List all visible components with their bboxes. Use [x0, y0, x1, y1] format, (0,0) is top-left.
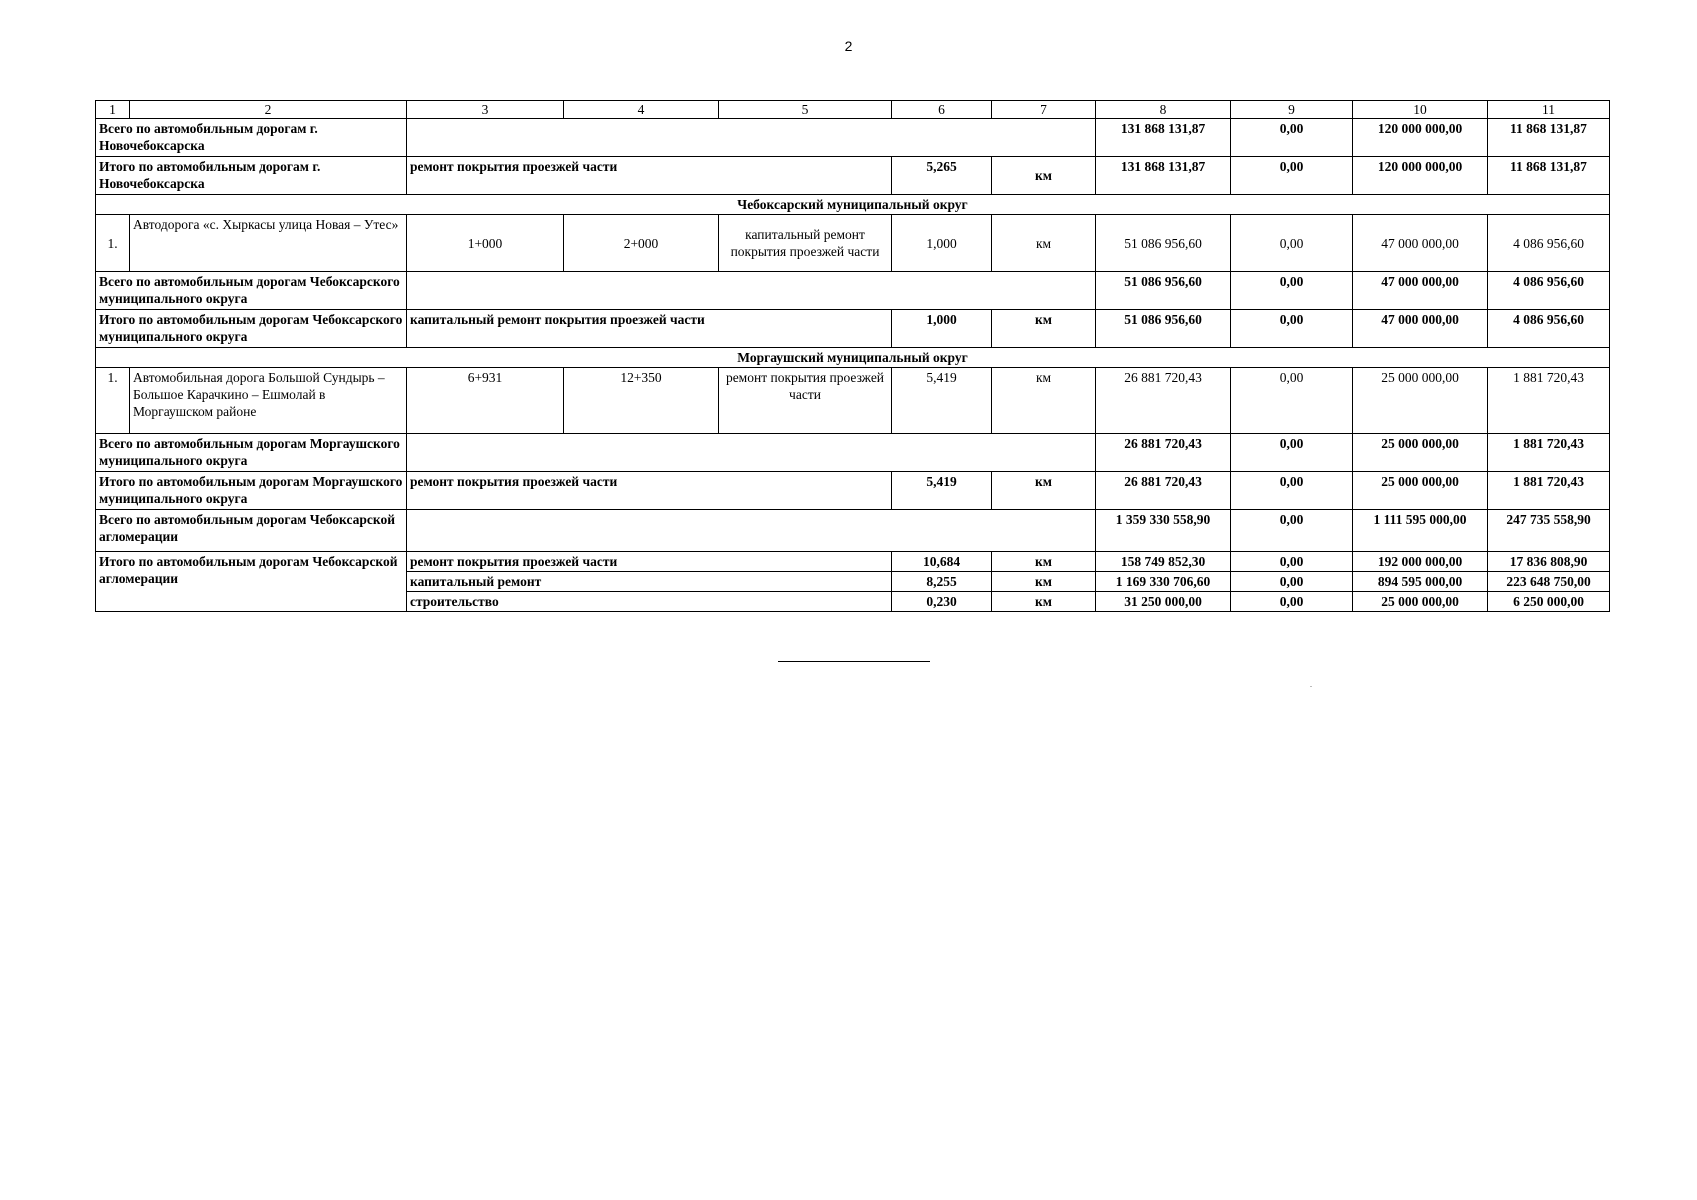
unit-cell: км [992, 215, 1096, 272]
road-name: Автодорога «с. Хыркасы улица Новая – Утес» [130, 215, 407, 272]
work-type: ремонт покрытия проезжей части [407, 472, 892, 510]
header-row [96, 101, 1610, 119]
value-cell: 47 000 000,00 [1353, 272, 1488, 310]
start-km: 6+931 [407, 368, 564, 434]
empty-cell [407, 434, 1096, 472]
row-label: Всего по автомобильным дорогам Чебоксарской агломерации [96, 510, 407, 552]
header-cell: 5 [719, 101, 892, 119]
section-title: Моргаушский муниципальный округ [96, 348, 1610, 368]
morg-total-row [96, 434, 1610, 472]
row-label: Итого по автомобильным дорогам Чебоксарского муниципального округа [96, 310, 407, 348]
length-cell: 8,255 [892, 572, 992, 592]
work-type: строительство [407, 592, 892, 612]
value-cell: 1 881 720,43 [1488, 434, 1610, 472]
header-cell: 1 [96, 101, 130, 119]
value-cell: 120 000 000,00 [1353, 157, 1488, 195]
value-cell: 0,00 [1231, 368, 1353, 434]
page-number: 2 [844, 38, 853, 54]
value-cell: 17 836 808,90 [1488, 552, 1610, 572]
value-cell: 247 735 558,90 [1488, 510, 1610, 552]
end-separator-line [778, 661, 930, 662]
value-cell: 1 881 720,43 [1488, 368, 1610, 434]
row-number: 1. [96, 215, 130, 272]
value-cell: 25 000 000,00 [1353, 592, 1488, 612]
novocheb-total-row [96, 119, 1610, 157]
section-title: Чебоксарский муниципальный округ [96, 195, 1610, 215]
length-cell: 10,684 [892, 552, 992, 572]
value-cell: 0,00 [1231, 157, 1353, 195]
value-cell: 0,00 [1231, 119, 1353, 157]
length-cell: 5,419 [892, 368, 992, 434]
value-cell: 47 000 000,00 [1353, 215, 1488, 272]
value-cell: 0,00 [1231, 434, 1353, 472]
value-cell: 26 881 720,43 [1096, 434, 1231, 472]
empty-cell [407, 119, 1096, 157]
road-row [96, 215, 1610, 272]
row-label: Итого по автомобильным дорогам Чебоксарской агломерации [96, 552, 407, 612]
unit-cell: км [992, 368, 1096, 434]
length-cell: 0,230 [892, 592, 992, 612]
end-km: 2+000 [564, 215, 719, 272]
value-cell: 51 086 956,60 [1096, 272, 1231, 310]
header-cell: 6 [892, 101, 992, 119]
unit-cell: км [992, 552, 1096, 572]
value-cell: 6 250 000,00 [1488, 592, 1610, 612]
value-cell: 192 000 000,00 [1353, 552, 1488, 572]
value-cell: 0,00 [1231, 310, 1353, 348]
header-cell: 10 [1353, 101, 1488, 119]
section-title-row [96, 348, 1610, 368]
header-cell: 4 [564, 101, 719, 119]
start-km: 1+000 [407, 215, 564, 272]
value-cell: 0,00 [1231, 472, 1353, 510]
length-cell: 5,265 [892, 157, 992, 195]
novocheb-itogo-row [96, 157, 1610, 195]
header-cell: 3 [407, 101, 564, 119]
value-cell: 11 868 131,87 [1488, 157, 1610, 195]
row-label: Итого по автомобильным дорогам Моргаушского муниципального округа [96, 472, 407, 510]
unit-cell: км [992, 592, 1096, 612]
empty-cell [407, 510, 1096, 552]
header-cell: 9 [1231, 101, 1353, 119]
roads-table [95, 100, 1610, 612]
row-label: Всего по автомобильным дорогам Чебоксарского муниципального округа [96, 272, 407, 310]
header-cell: 8 [1096, 101, 1231, 119]
value-cell: 4 086 956,60 [1488, 310, 1610, 348]
value-cell: 894 595 000,00 [1353, 572, 1488, 592]
empty-cell [407, 272, 1096, 310]
value-cell: 0,00 [1231, 510, 1353, 552]
unit-cell: км [992, 472, 1096, 510]
work-type: капитальный ремонт [407, 572, 892, 592]
work-type: ремонт покрытия проезжей части [407, 552, 892, 572]
value-cell: 120 000 000,00 [1353, 119, 1488, 157]
morg-itogo-row [96, 472, 1610, 510]
value-cell: 51 086 956,60 [1096, 215, 1231, 272]
value-cell: 0,00 [1231, 552, 1353, 572]
value-cell: 4 086 956,60 [1488, 215, 1610, 272]
value-cell: 0,00 [1231, 592, 1353, 612]
value-cell: 25 000 000,00 [1353, 434, 1488, 472]
agglo-itogo-row [96, 552, 1610, 572]
length-cell: 1,000 [892, 310, 992, 348]
value-cell: 1 881 720,43 [1488, 472, 1610, 510]
work-type: капитальный ремонт покрытия проезжей части [407, 310, 892, 348]
road-name: Автомобильная дорога Большой Сундырь – Большое Карачкино – Ешмолай в Моргаушском районе [130, 368, 407, 434]
cheb-itogo-row [96, 310, 1610, 348]
row-label: Всего по автомобильным дорогам г. Новочебоксарска [96, 119, 407, 157]
road-row [96, 368, 1610, 434]
unit-cell: км [992, 310, 1096, 348]
value-cell: 26 881 720,43 [1096, 368, 1231, 434]
header-cell: 7 [992, 101, 1096, 119]
value-cell: 158 749 852,30 [1096, 552, 1231, 572]
value-cell: 131 868 131,87 [1096, 119, 1231, 157]
row-number: 1. [96, 368, 130, 434]
end-km: 12+350 [564, 368, 719, 434]
value-cell: 131 868 131,87 [1096, 157, 1231, 195]
value-cell: 31 250 000,00 [1096, 592, 1231, 612]
unit-cell: км [992, 157, 1096, 195]
value-cell: 25 000 000,00 [1353, 368, 1488, 434]
value-cell: 0,00 [1231, 572, 1353, 592]
value-cell: 25 000 000,00 [1353, 472, 1488, 510]
value-cell: 11 868 131,87 [1488, 119, 1610, 157]
work-type: ремонт покрытия проезжей части [719, 368, 892, 434]
scan-speck [1310, 686, 1312, 687]
length-cell: 5,419 [892, 472, 992, 510]
value-cell: 0,00 [1231, 272, 1353, 310]
value-cell: 47 000 000,00 [1353, 310, 1488, 348]
value-cell: 0,00 [1231, 215, 1353, 272]
header-cell: 11 [1488, 101, 1610, 119]
value-cell: 1 111 595 000,00 [1353, 510, 1488, 552]
value-cell: 4 086 956,60 [1488, 272, 1610, 310]
work-type: ремонт покрытия проезжей части [407, 157, 892, 195]
row-label: Итого по автомобильным дорогам г. Новочебоксарска [96, 157, 407, 195]
cheb-total-row [96, 272, 1610, 310]
work-type: капитальный ремонт покрытия проезжей части [719, 215, 892, 272]
agglo-total-row [96, 510, 1610, 552]
section-title-row [96, 195, 1610, 215]
value-cell: 1 169 330 706,60 [1096, 572, 1231, 592]
unit-cell: км [992, 572, 1096, 592]
value-cell: 51 086 956,60 [1096, 310, 1231, 348]
value-cell: 223 648 750,00 [1488, 572, 1610, 592]
length-cell: 1,000 [892, 215, 992, 272]
row-label: Всего по автомобильным дорогам Моргаушского муниципального округа [96, 434, 407, 472]
header-cell: 2 [130, 101, 407, 119]
value-cell: 1 359 330 558,90 [1096, 510, 1231, 552]
value-cell: 26 881 720,43 [1096, 472, 1231, 510]
